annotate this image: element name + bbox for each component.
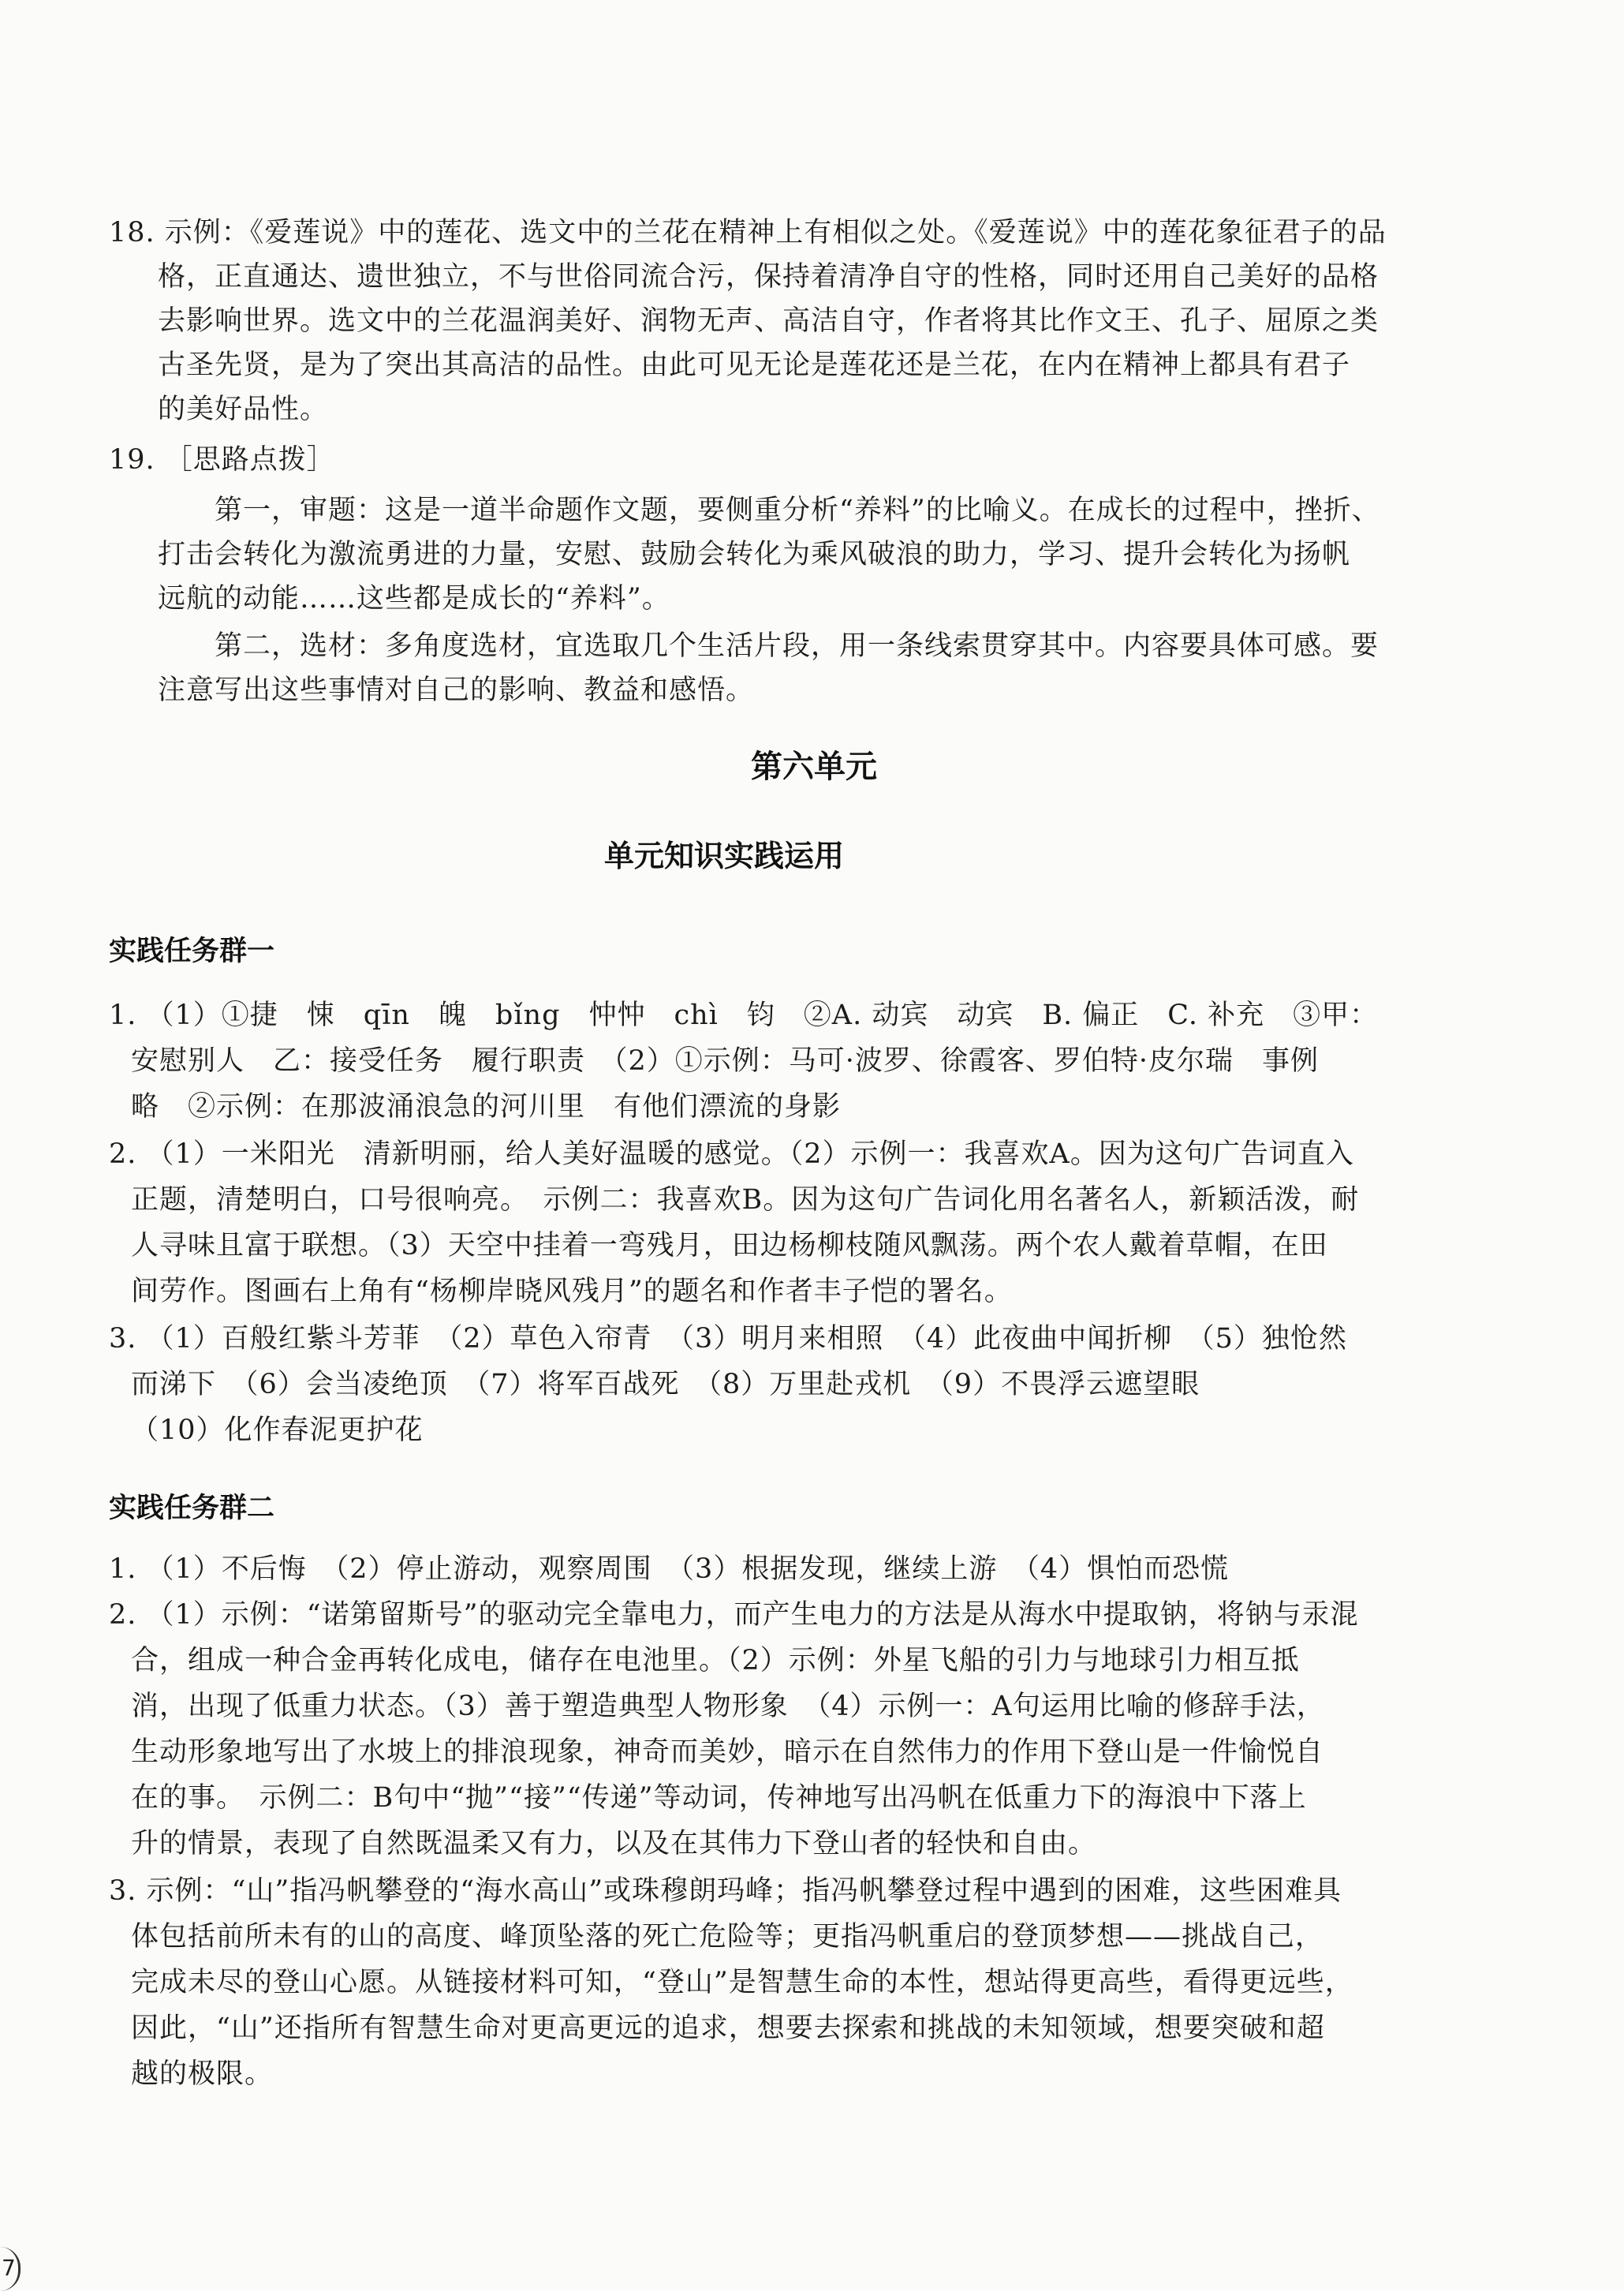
group-2-line: 3. 示例：“山”指冯帆攀登的“海水高山”或珠穆朗玛峰；指冯帆攀登过程中遇到的困难，这些困难具 bbox=[109, 1875, 1342, 1907]
answer-18-line: 古圣先贤，是为了突出其高洁的品性。由此可见无论是莲花还是兰花，在内在精神上都具有君子 bbox=[158, 349, 1351, 381]
group-1-line: 安慰别人 乙：接受任务 履行职责 （2）①示例：马可·波罗、徐霞客、罗伯特·皮尔瑞 事例 bbox=[131, 1045, 1320, 1077]
group-2-line: 2. （1）示例：“诺第留斯号”的驱动完全靠电力，而产生电力的方法是从海水中提取钠，将钠与汞混 bbox=[109, 1599, 1359, 1631]
section-title: 单元知识实践运用 bbox=[604, 839, 845, 873]
group-2-line: 合，组成一种合金再转化成电，储存在电池里。（2）示例：外星飞船的引力与地球引力相互抵 bbox=[131, 1645, 1300, 1676]
group-2-line: 越的极限。 bbox=[131, 2058, 274, 2090]
group-1-line: 而涕下 （6）会当凌绝顶 （7）将军百战死 （8）万里赴戎机 （9）不畏浮云遮望眼 bbox=[131, 1369, 1200, 1400]
answer-19-hint-label: 19. ［思路点拨］ bbox=[109, 444, 335, 476]
group-1-line: 间劳作。图画右上角有“杨柳岸晓风残月”的题名和作者丰子恺的署名。 bbox=[131, 1276, 1013, 1307]
group-2-line: 完成未尽的登山心愿。从链接材料可知，“登山”是智慧生命的本性，想站得更高些，看得更远些， bbox=[131, 1967, 1353, 1998]
group-1-line: 1. （1）①捷 悚 qīn 魄 bǐng 忡忡 chì 钧 ②A. 动宾 动宾 B. 偏正 C. 补充 ③甲： bbox=[109, 1000, 1379, 1031]
group-2-line: 生动形象地写出了水坡上的排浪现象，神奇而美妙，暗示在自然伟力的作用下登山是一件愉悦自 bbox=[131, 1736, 1324, 1768]
answer-19-line: 第一，审题：这是一道半命题作文题，要侧重分析“养料”的比喻义。在成长的过程中，挫折、 bbox=[215, 495, 1380, 526]
group-2-line: 升的情景，表现了自然既温柔又有力，以及在其伟力下登山者的轻快和自由。 bbox=[131, 1828, 1097, 1859]
answer-19-line: 第二，选材：多角度选材，宜选取几个生活片段，用一条线索贯穿其中。内容要具体可感。要 bbox=[215, 630, 1379, 662]
answer-19-line: 注意写出这些事情对自己的影响、教益和感悟。 bbox=[158, 675, 755, 706]
page-number: 7 bbox=[2, 2255, 16, 2281]
answer-18-line: 18. 示例：《爱莲说》中的莲花、选文中的兰花在精神上有相似之处。《爱莲说》中的莲花象征君子的品 bbox=[109, 217, 1387, 249]
answer-19-line: 打击会转化为激流勇进的力量，安慰、鼓励会转化为乘风破浪的助力，学习、提升会转化为扬帆 bbox=[158, 539, 1351, 570]
group-1-line: 正题，清楚明白，口号很响亮。 示例二：我喜欢B。因为这句广告词化用名著名人，新颖活泼，耐 bbox=[131, 1184, 1360, 1216]
group-1-line: （10）化作春泥更护花 bbox=[131, 1415, 424, 1446]
group-2-line: 1. （1）不后悔 （2）停止游动，观察周围 （3）根据发现，继续上游 （4）惧怕而恐慌 bbox=[109, 1553, 1230, 1585]
answer-18-line: 的美好品性。 bbox=[158, 394, 329, 425]
group-1-line: 2. （1）一米阳光 清新明丽，给人美好温暖的感觉。（2）示例一：我喜欢A。因为这句广告词直入 bbox=[109, 1138, 1354, 1170]
group-2-line: 因此，“山”还指所有智慧生命对更高更远的追求，想要去探索和挑战的未知领域，想要突破和超 bbox=[131, 2013, 1325, 2044]
answer-19-line: 远航的动能……这些都是成长的“养料”。 bbox=[158, 583, 670, 615]
group-1-line: 人寻味且富于联想。（3）天空中挂着一弯残月，田边杨柳枝随风飘荡。两个农人戴着草帽，在田 bbox=[131, 1230, 1328, 1261]
answer-18-line: 格，正直通达、遗世独立，不与世俗同流合污，保持着清净自守的性格，同时还用自己美好的品格 bbox=[158, 261, 1379, 293]
unit-title: 第六单元 bbox=[751, 749, 877, 785]
task-group-1-title: 实践任务群一 bbox=[109, 936, 275, 967]
page-number-badge bbox=[0, 2247, 21, 2291]
task-group-2-title: 实践任务群二 bbox=[109, 1493, 275, 1524]
group-2-line: 消，出现了低重力状态。（3）善于塑造典型人物形象 （4）示例一：A句运用比喻的修辞手法， bbox=[131, 1691, 1325, 1722]
group-2-line: 体包括前所未有的山的高度、峰顶坠落的死亡危险等；更指冯帆重启的登顶梦想——挑战自己， bbox=[131, 1921, 1324, 1953]
group-1-line: 略 ②示例：在那波涌浪急的河川里 有他们漂流的身影 bbox=[131, 1091, 842, 1123]
answer-18-line: 去影响世界。选文中的兰花温润美好、润物无声、高洁自守，作者将其比作文王、孔子、屈原之类 bbox=[158, 305, 1379, 337]
group-2-line: 在的事。 示例二：B句中“抛”“接”“传递”等动词，传神地写出冯帆在低重力下的海浪中下落上 bbox=[131, 1782, 1307, 1814]
group-1-line: 3. （1）百般红紫斗芳菲 （2）草色入帘青 （3）明月来相照 （4）此夜曲中闻折柳 （5）独怆然 bbox=[109, 1323, 1347, 1355]
